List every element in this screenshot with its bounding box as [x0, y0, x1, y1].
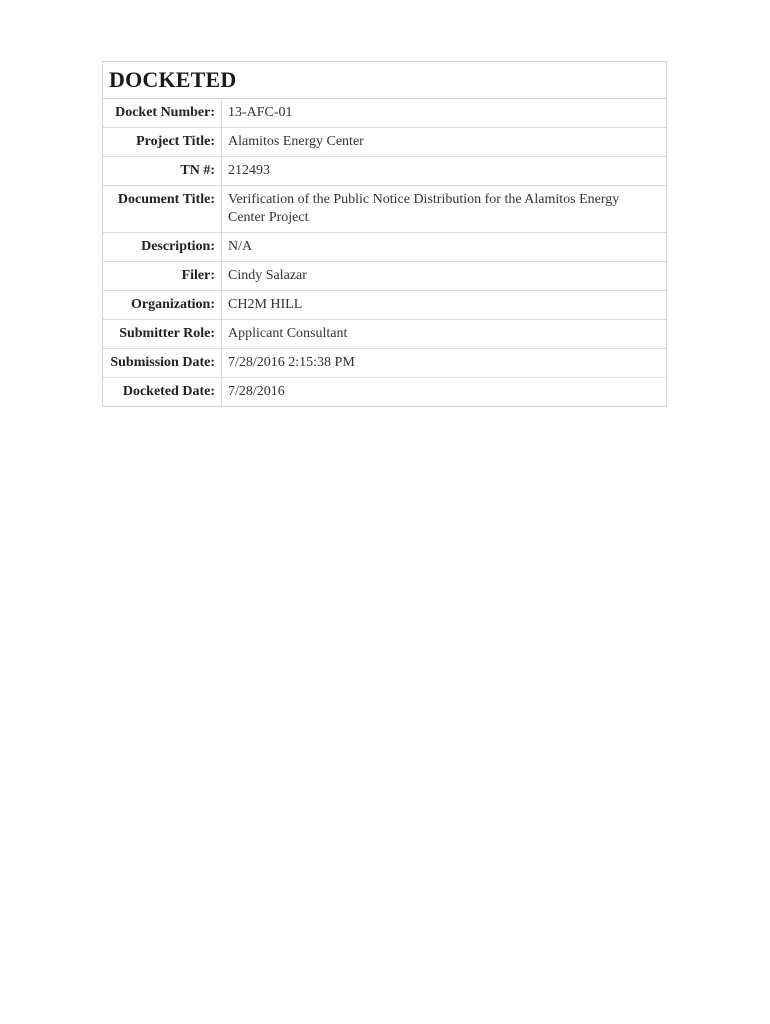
field-value-docketed-date: 7/28/2016 [222, 378, 667, 407]
field-value-docket-number: 13-AFC-01 [228, 105, 293, 120]
field-value-document-title: Verification of the Public Notice Distribution for the Alamitos Energy Center Project [222, 186, 667, 233]
filer-row [103, 262, 666, 291]
description-row [103, 233, 666, 262]
submission-date-row [103, 349, 666, 378]
docketed-date-row [103, 378, 666, 407]
field-label-filer: Filer: [103, 262, 222, 291]
field-value-submitter-role: Applicant Consultant [222, 320, 667, 349]
docket-heading: DOCKETED [103, 62, 666, 99]
docket-fields-table [103, 99, 666, 406]
field-label-submission-date: Submission Date: [103, 349, 222, 378]
field-value-submission-date: 7/28/2016 2:15:38 PM [222, 349, 667, 378]
field-value-project-title: Alamitos Energy Center [222, 128, 667, 157]
field-label-document-title: Document Title: [103, 186, 222, 233]
docket-info-box [102, 61, 667, 407]
field-label-docket-number: Docket Number: [103, 99, 222, 128]
field-label-organization: Organization: [103, 291, 222, 320]
docket-number-row [103, 99, 666, 128]
submitter-role-row [103, 320, 666, 349]
field-label-submitter-role: Submitter Role: [103, 320, 222, 349]
field-label-description: Description: [103, 233, 222, 262]
field-label-docketed-date: Docketed Date: [103, 378, 222, 407]
tn-number-row [103, 157, 666, 186]
field-value-filer: Cindy Salazar [222, 262, 667, 291]
field-value-tn-number: 212493 [222, 157, 667, 186]
field-label-tn-number: TN #: [103, 157, 222, 186]
field-value-description: N/A [222, 233, 667, 262]
project-title-row [103, 128, 666, 157]
field-label-project-title: Project Title: [103, 128, 222, 157]
document-title-row [103, 186, 666, 233]
field-value-organization: CH2M HILL [222, 291, 667, 320]
organization-row [103, 291, 666, 320]
